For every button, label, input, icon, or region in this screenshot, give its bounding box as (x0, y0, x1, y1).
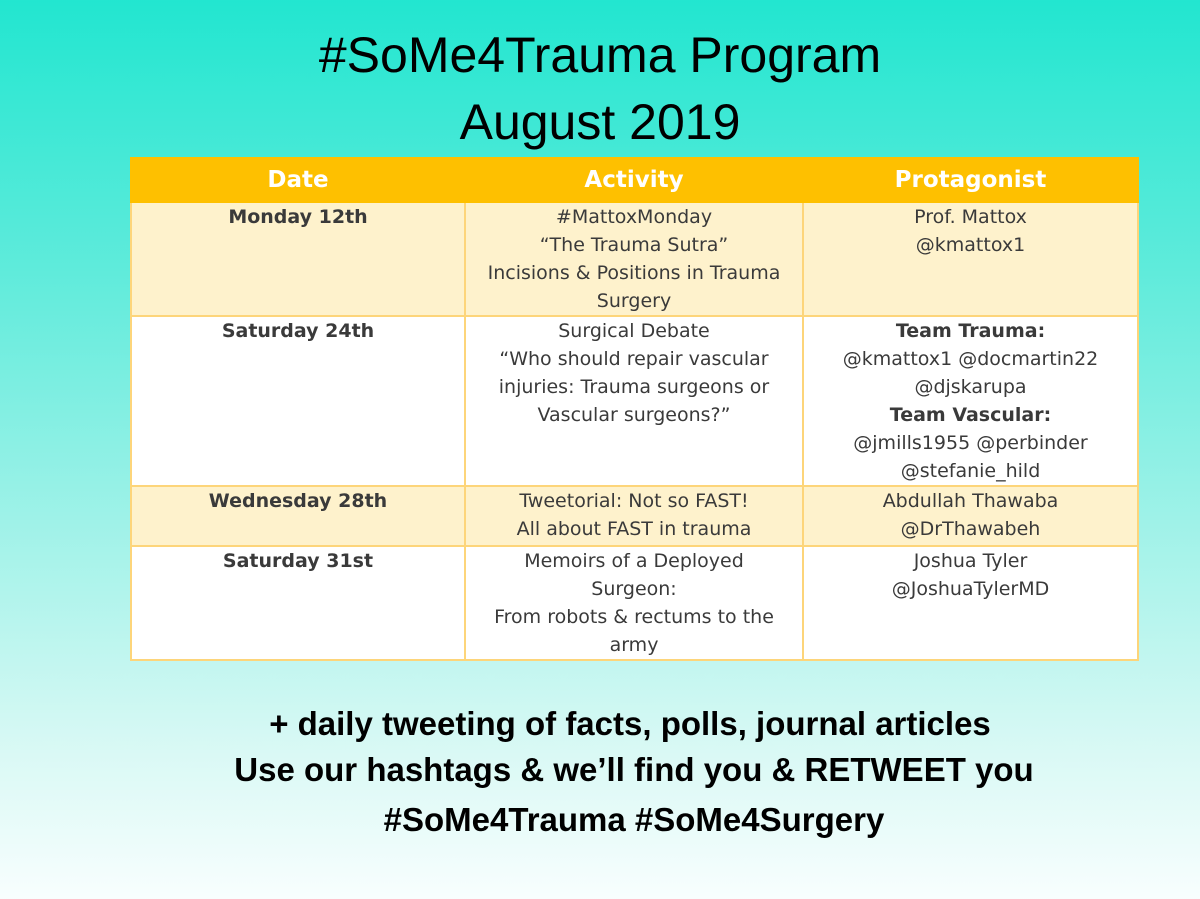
protagonist-line: @stefanie_hild (900, 460, 1041, 482)
activity-cell (465, 486, 803, 546)
activity-line: “Who should repair vascular (499, 348, 769, 370)
protagonist-line: Prof. Mattox (914, 206, 1027, 228)
activity-line: army (609, 634, 659, 656)
activity-line: Surgery (596, 290, 672, 312)
protagonist-line: @jmills1955 @perbinder (853, 432, 1088, 454)
table-row (131, 486, 1138, 546)
protagonist-cell (803, 202, 1138, 316)
protagonist-line: @JoshuaTylerMD (891, 578, 1050, 600)
column-header-protagonist: Protagonist (803, 158, 1138, 202)
activity-line: Surgical Debate (558, 320, 710, 342)
activity-line: Surgeon: (591, 578, 677, 600)
protagonist-cell (803, 316, 1138, 486)
date-cell: Saturday 24th (131, 316, 465, 486)
activity-line: From robots & rectums to the (494, 606, 774, 628)
footer-hashtag-note: Use our hashtags & we’ll find you & RETWEET you (234, 751, 1034, 788)
date-cell: Monday 12th (131, 202, 465, 316)
activity-cell (465, 202, 803, 316)
protagonist-line: @kmattox1 (915, 234, 1026, 256)
activity-line: All about FAST in trauma (516, 518, 752, 540)
protagonist-cell (803, 546, 1138, 660)
column-header-activity: Activity (465, 158, 803, 202)
protagonist-line: @kmattox1 @docmartin22 (842, 348, 1099, 370)
column-header-date: Date (131, 158, 465, 202)
page-title: #SoMe4Trauma Program (318, 27, 882, 83)
table-row (131, 202, 1138, 316)
activity-line: “The Trauma Sutra” (539, 234, 729, 256)
footer-hashtags: #SoMe4Trauma #SoMe4Surgery (383, 801, 885, 838)
date-cell: Saturday 31st (131, 546, 465, 660)
activity-line: injuries: Trauma surgeons or (498, 376, 770, 398)
activity-line: Memoirs of a Deployed (524, 550, 744, 572)
table-row (131, 546, 1138, 660)
activity-cell (465, 316, 803, 486)
footer-daily-note: + daily tweeting of facts, polls, journal articles (269, 705, 991, 742)
page-subtitle: August 2019 (459, 94, 741, 150)
team-vascular-label: Team Vascular: (889, 404, 1052, 426)
activity-line: Incisions & Positions in Trauma (487, 262, 781, 284)
protagonist-line: Joshua Tyler (913, 550, 1028, 572)
protagonist-line: @djskarupa (914, 376, 1027, 398)
activity-line: Tweetorial: Not so FAST! (519, 490, 749, 512)
activity-line: #MattoxMonday (555, 206, 713, 228)
activity-line: Vascular surgeons?” (537, 404, 731, 426)
protagonist-cell (803, 486, 1138, 546)
protagonist-line: Abdullah Thawaba (882, 490, 1059, 512)
team-trauma-label: Team Trauma: (895, 320, 1046, 342)
schedule-table (130, 157, 1139, 661)
protagonist-line: @DrThawabeh (900, 518, 1041, 540)
table-header-row (131, 158, 1138, 202)
activity-cell (465, 546, 803, 660)
date-cell: Wednesday 28th (131, 486, 465, 546)
table-row (131, 316, 1138, 486)
